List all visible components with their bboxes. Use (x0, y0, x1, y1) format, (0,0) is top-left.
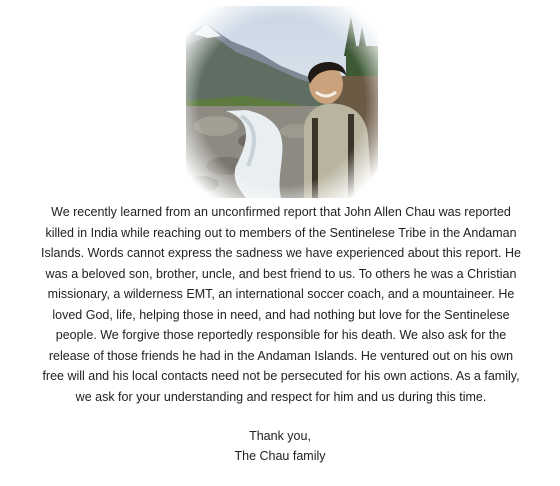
family-statement: We recently learned from an unconfirmed report that John Allen Chau was reported killed in India while reaching out to members of the Sentinelese Tribe in the Andaman Islands. Words cannot express the sadness we have experienced about this report. He was a beloved son, brother, uncle, and best friend to us. To others he was a Christian missionary, a wilderness EMT, an international soccer coach, and a mountaineer. He loved God, life, helping those in need, and had nothing but love for the Sentinelese people. We forgive those reportedly responsible for his death. We also ask for the release of those friends he had in the Andaman Islands. He ventured out on his own free will and his local contacts need not be persecuted for his own actions. As a family, we ask for your understanding and respect for him and us during this time. (41, 205, 521, 404)
portrait-photo-icon (186, 6, 378, 198)
signature: The Chau family (234, 449, 326, 463)
portrait-photo (186, 6, 378, 198)
closing-thanks: Thank you, (249, 429, 311, 443)
signoff (0, 426, 560, 466)
